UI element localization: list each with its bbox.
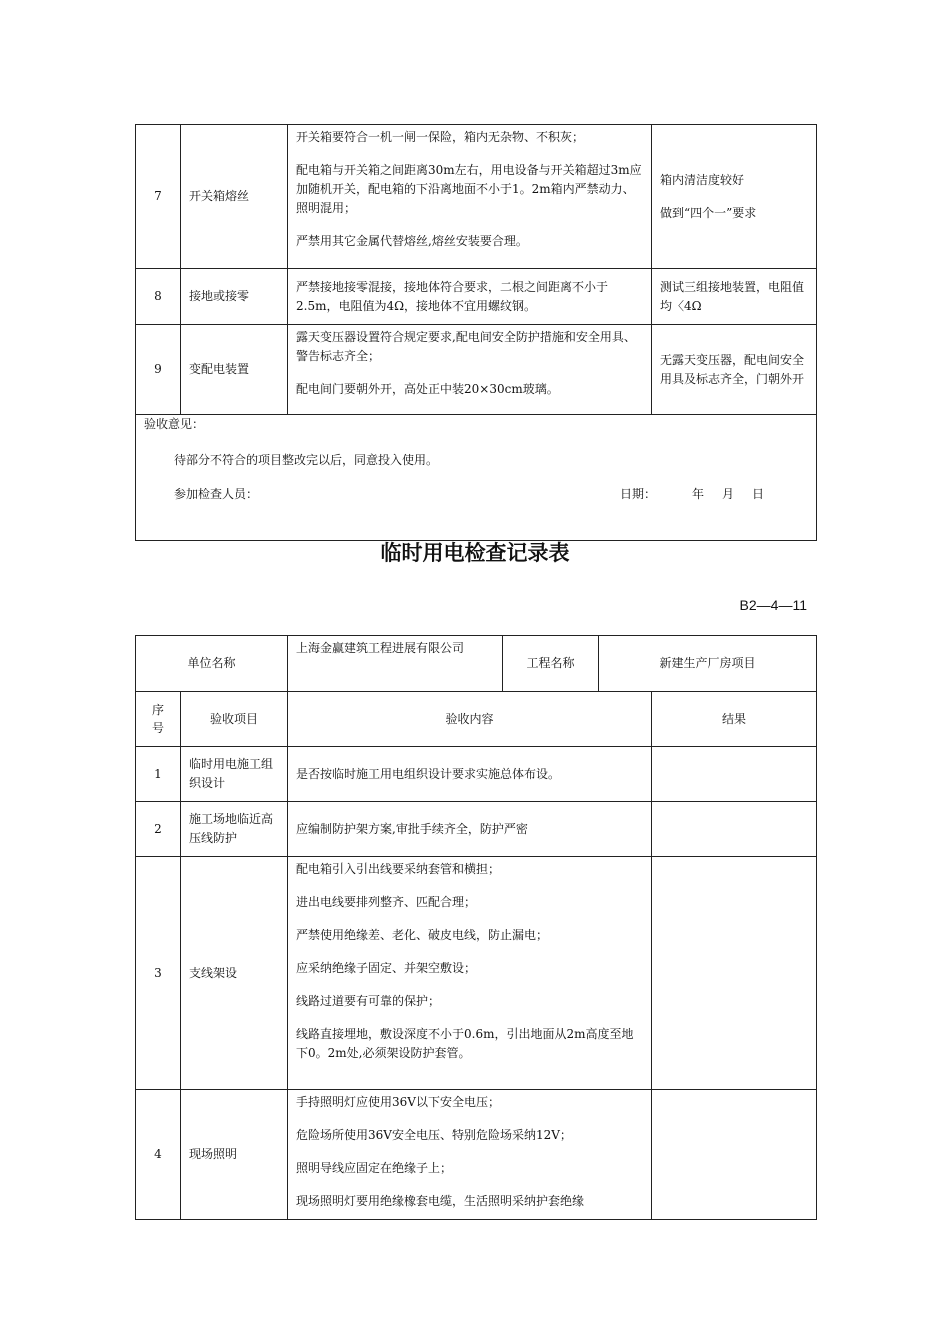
header-info-row [136, 636, 817, 692]
date-year: 年 [692, 487, 705, 501]
check-item: 接地或接零 [181, 269, 288, 325]
opinion-row [136, 415, 817, 541]
row-number: 8 [136, 269, 181, 325]
check-item: 施工场地临近高压线防护 [181, 802, 288, 857]
row-number: 3 [136, 857, 181, 1090]
header-item: 验收项目 [181, 692, 288, 747]
row-number: 4 [136, 1090, 181, 1220]
inspectors-label: 参加检查人员： [174, 487, 259, 501]
unit-value: 上海金赢建筑工程进展有限公司 [288, 636, 503, 692]
check-result [652, 747, 817, 802]
check-item: 支线架设 [181, 857, 288, 1090]
check-content: 配电箱引入引出线要采纳套管和横担； 进出电线要排列整齐、匹配合理； 严禁使用绝缘差、老化、破皮电线，防止漏电； 应采纳绝缘子固定、并架空敷设； 线路过道要有可靠的保护； 线路直接埋地，敷设深度不小于0.6m，引出地面从2m高度至地下0。2m处,必须架设防护套管。 [288, 857, 652, 1090]
check-result: 测试三组接地装置，电阻值均〈4Ω [652, 269, 817, 325]
check-content: 露天变压器设置符合规定要求,配电间安全防护措施和安全用具、警告标志齐全； 配电间门要朝外开，高处正中装20×30cm玻璃。 [288, 325, 652, 415]
opinion-text: 待部分不符合的项目整改完以后，同意投入使用。 [174, 453, 439, 467]
date-day: 日 [752, 487, 765, 501]
form-code: B2—4—11 [739, 597, 807, 613]
check-item: 变配电装置 [181, 325, 288, 415]
check-result: 箱内清洁度较好 做到“四个一”要求 [652, 125, 817, 269]
check-result: 无露天变压器，配电间安全用具及标志齐全，门朝外开 [652, 325, 817, 415]
header-result: 结果 [652, 692, 817, 747]
row-number: 7 [136, 125, 181, 269]
project-value: 新建生产厂房项目 [599, 636, 817, 692]
table-row [136, 802, 817, 857]
check-content: 严禁接地接零混接，接地体符合要求，二根之间距离不小于2.5m，电阻值为4Ω，接地体不宜用螺纹钢。 [288, 269, 652, 325]
check-content: 开关箱要符合一机一闸一保险，箱内无杂物、不积灰； 配电箱与开关箱之间距离30m左右，用电设备与开关箱超过3m应加随机开关，配电箱的下沿离地面不小于1。2m箱内严禁动力、照明混用； 严禁用其它金属代替熔丝,熔丝安装要合理。 [288, 125, 652, 269]
check-result [652, 802, 817, 857]
date-label: 日期： [620, 487, 657, 501]
opinion-label: 验收意见： [144, 417, 205, 431]
row-number: 1 [136, 747, 181, 802]
table-row [136, 747, 817, 802]
electricity-check-table [135, 635, 817, 1220]
check-item: 临时用电施工组织设计 [181, 747, 288, 802]
check-content: 应编制防护架方案,审批手续齐全，防护严密 [288, 802, 652, 857]
inspection-table-continued [135, 124, 817, 541]
check-item: 现场照明 [181, 1090, 288, 1220]
table-row [136, 857, 817, 1090]
table-row [136, 269, 817, 325]
unit-label: 单位名称 [136, 636, 288, 692]
check-result [652, 1090, 817, 1220]
row-number: 2 [136, 802, 181, 857]
header-content: 验收内容 [288, 692, 652, 747]
check-content: 手持照明灯应使用36V以下安全电压； 危险场所使用36V安全电压、特别危险场采纳12V； 照明导线应固定在绝缘子上； 现场照明灯要用绝缘橡套电缆，生活照明采纳护套绝缘 [288, 1090, 652, 1220]
table-row [136, 1090, 817, 1220]
table-row [136, 325, 817, 415]
check-item: 开关箱熔丝 [181, 125, 288, 269]
column-header-row [136, 692, 817, 747]
check-result [652, 857, 817, 1090]
page-title: 临时用电检查记录表 [380, 541, 570, 565]
header-no: 序号 [136, 692, 181, 747]
acceptance-opinion [136, 415, 817, 541]
check-content: 是否按临时施工用电组织设计要求实施总体布设。 [288, 747, 652, 802]
row-number: 9 [136, 325, 181, 415]
project-label: 工程名称 [503, 636, 599, 692]
date-month: 月 [722, 487, 735, 501]
table-row [136, 125, 817, 269]
